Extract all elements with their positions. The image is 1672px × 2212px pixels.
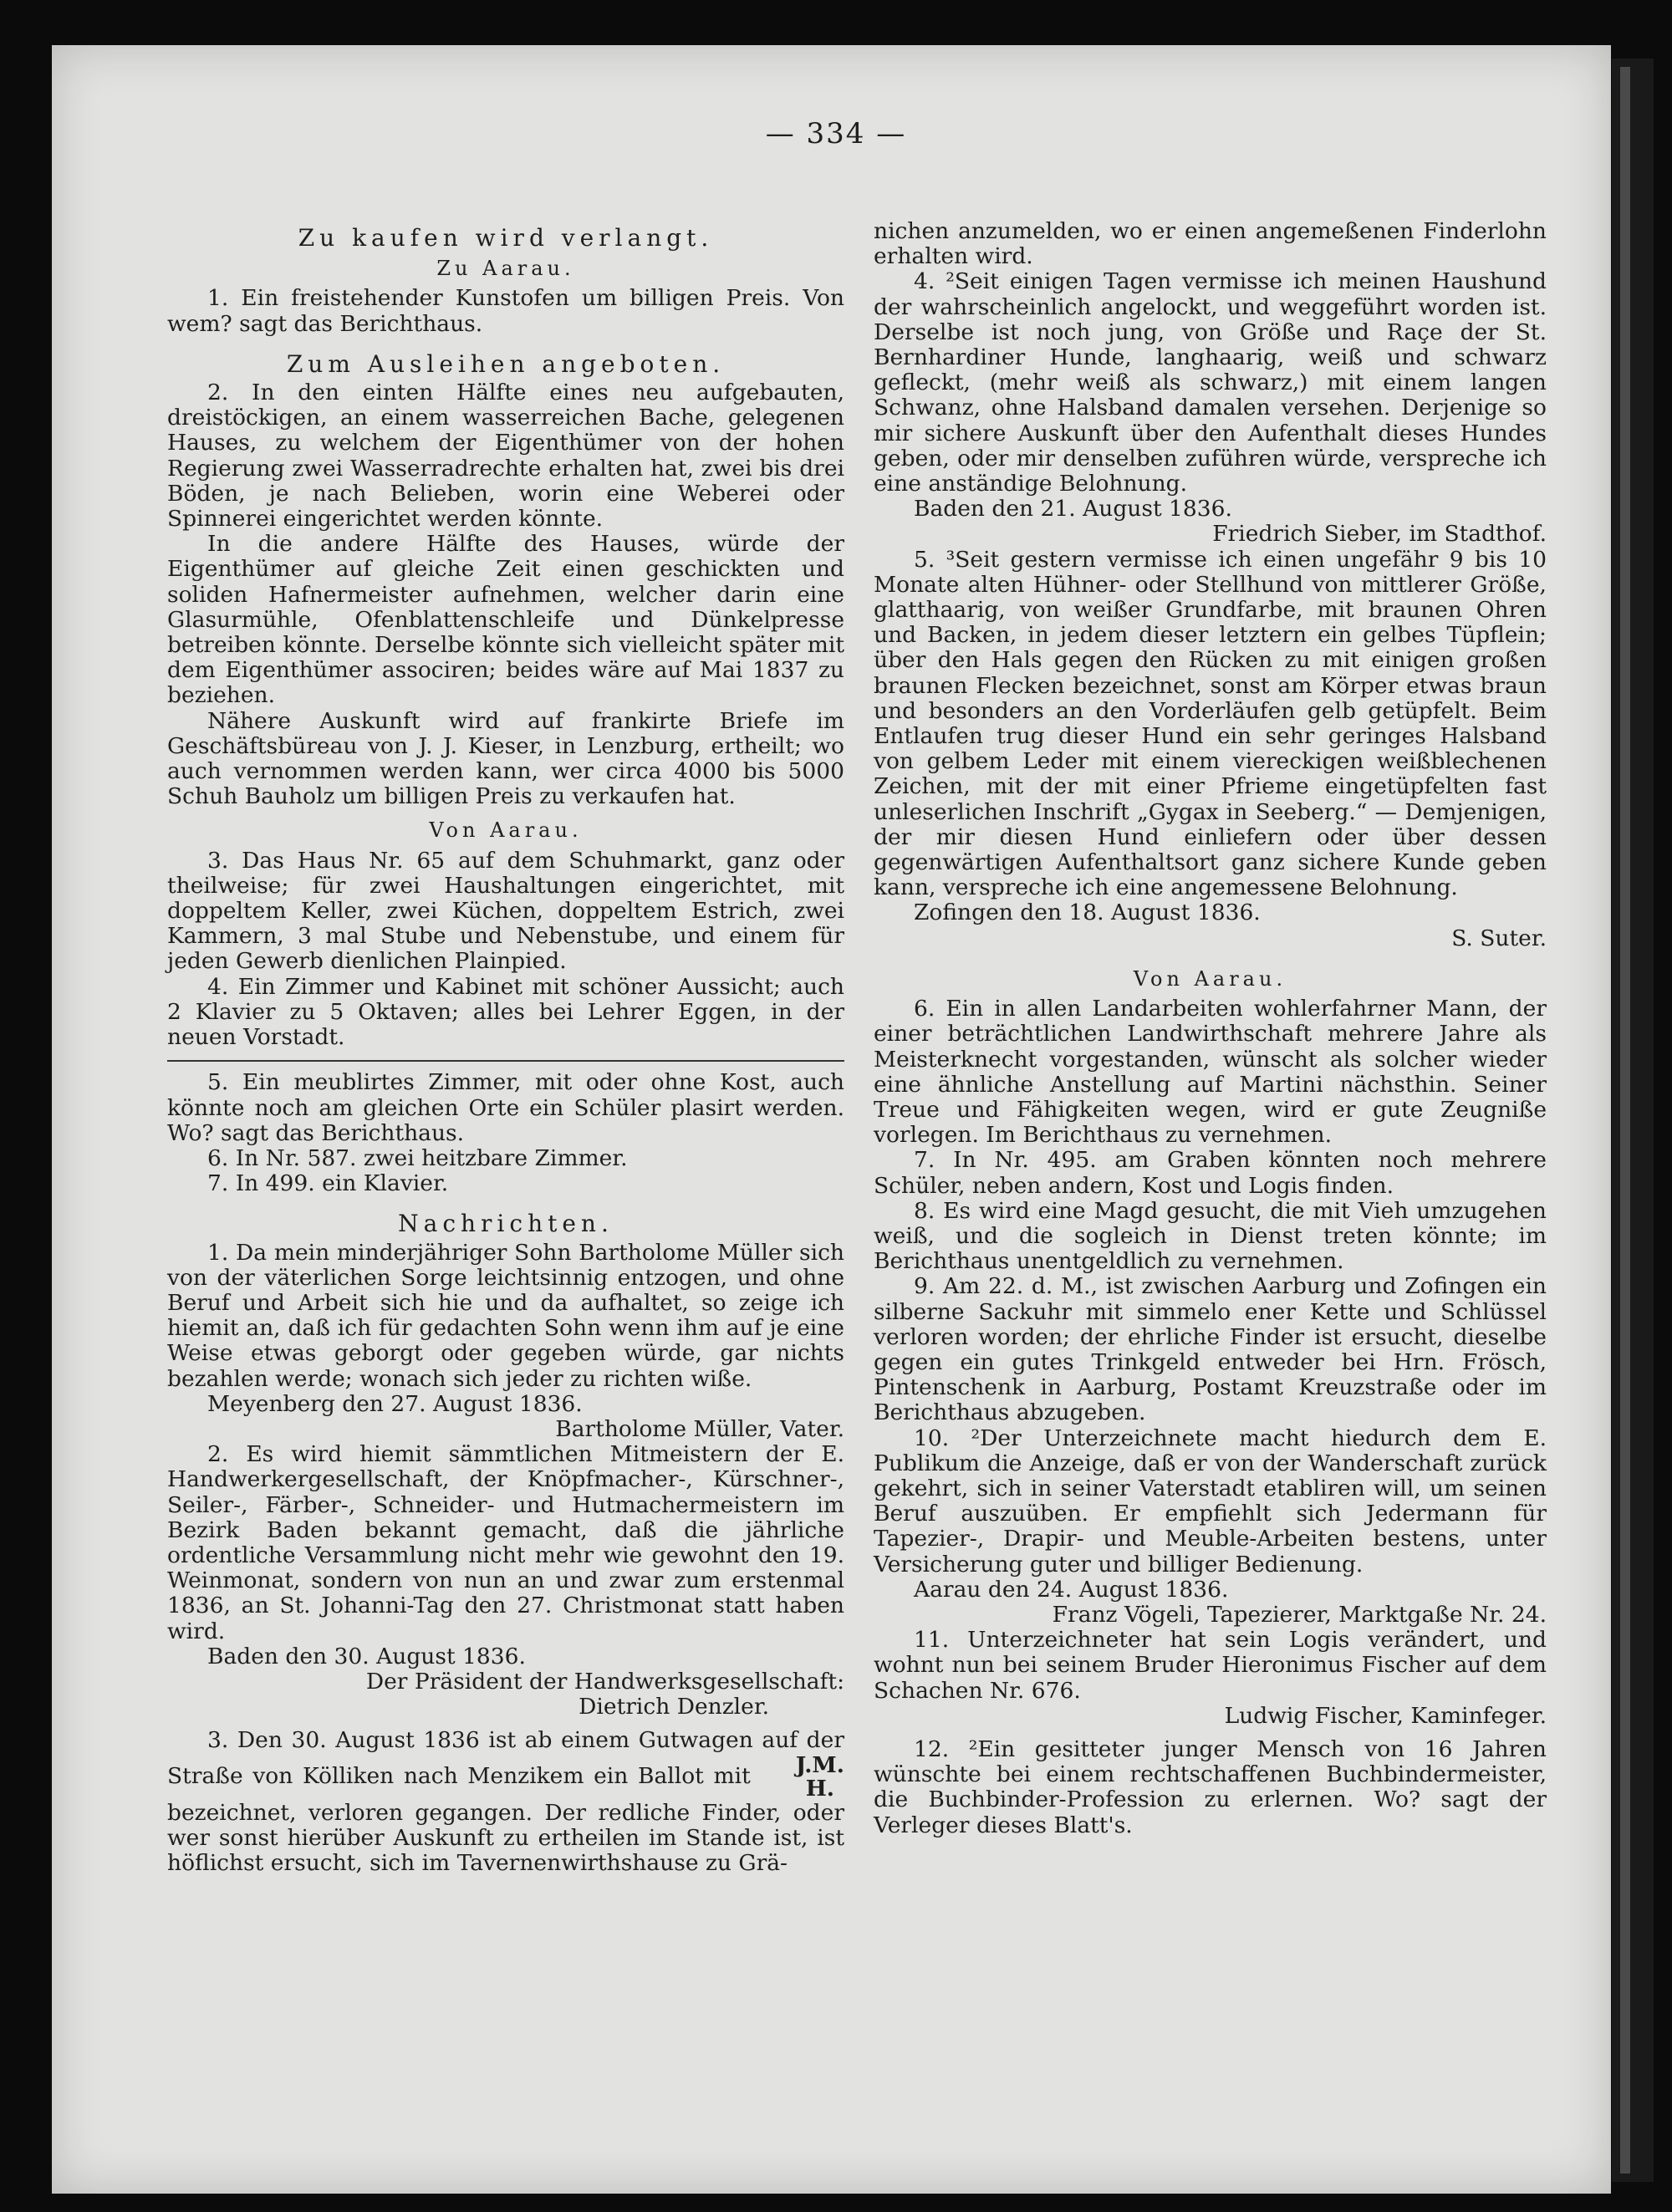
notice-6: 6. In Nr. 587. zwei heitzbare Zimmer.: [207, 1144, 628, 1171]
right-column: [874, 219, 1547, 1838]
bale-mark: [756, 1751, 844, 1802]
news-4: 4. ²Seit einigen Tagen vermisse ich meinen Haushund der wahrscheinlich angelockt, und weggeführt worden ist. Derselbe ist noch jung, von Größe und Raçe der St. Bernhardiner Hunde, langhaarig, weiß und schwarz gefleckt, (mehr weiß als schwarz,) mit einem langen Schwanz, ohne Halsband damalen versehen. Derjenige so mir sichere Auskunft über den Aufenthalt dieses Hundes geben, oder mir denselben zuführen würde, verspreche ich eine anständige Belohnung.: [874, 268, 1547, 497]
news-4-date: Baden den 21. August 1836.: [914, 496, 1232, 522]
news-6: 6. Ein in allen Landarbeiten wohlerfahrner Mann, der einer beträchtlichen Landwirthschaft mehrere Jahre als Meisterknecht vorgestanden, wünscht als solcher wieder eine ähnliche Anstellung auf Martini nächsthin. Seiner Treue und Fähigkeiten wegen, wird er gute Zeugniße vorlegen. Im Berichthaus zu vernehmen.: [874, 996, 1547, 1149]
notice-2-continued: In die andere Hälfte des Hauses, würde der Eigenthümer auf gleiche Zeit einen geschickten und soliden Hafnermeister aufnehmen, welcher darin eine Glasurmühle, Ofenblattenschleife und Dünkelpresse betreiben könnte. Derselbe könnte sich vielleicht später mit dem Eigenthümer associren; beides wäre auf Mai 1837 zu beziehen.: [167, 531, 844, 709]
news-3-end: nichen anzumelden, wo er einen angemeßenen Finderlohn erhalten wird.: [874, 218, 1547, 270]
subheading-zu-aarau: Zu Aarau.: [436, 257, 575, 281]
news-5: 5. ³Seit gestern vermisse ich einen ungefähr 9 bis 10 Monate alten Hühner- oder Stellhund von mittlerer Größe, glatthaarig, von weißer Grundfarbe, mit braunen Ohren und Backen, in jedem dieser letztern ein gelbes Tüpflein; über den Hals gegen den Rücken zu mit einigen großen braunen Flecken bezeichnet, sonst am Körper etwas braun und besonders an den Vorderläufen gelb getüpfelt. Beim Entlaufen trug dieser Hund ein sehr geringes Halsband von gelbem Leder mit einem viereckigen weißblechenen Zeichen, mit der mit einer Pfrieme eingetüpfelten fast unleserlichen Inschrift „Gygax in Seeberg.“ — Demjenigen, der mir diesen Hund einliefern oder über dessen gegenwärtigen Aufenthaltsort ganz sichere Kunde geben kann, verspreche ich eine angemessene Belohnung.: [874, 546, 1547, 901]
news-5-signature: S. Suter.: [1451, 925, 1547, 951]
page-edge-shadow: [1612, 59, 1654, 2182]
news-10-signature: Franz Vögeli, Tapezierer, Marktgaße Nr. 24.: [1052, 1601, 1547, 1628]
news-1-date: Meyenberg den 27. August 1836.: [207, 1390, 583, 1417]
news-2: 2. Es wird hiemit sämmtlichen Mitmeistern der E. Handwerkergesellschaft, der Knöpfmacher-, Kürschner-, Seiler-, Färber-, Schneider- und Hutmachermeistern im Bezirk Baden bekannt gemacht, daß die jährliche ordentliche Versammlung nicht mehr wie gewohnt den 19. Weinmonat, sondern von nun an und zwar zum erstenmal 1836, an St. Johanni-Tag den 27. Christmonat statt haben wird.: [167, 1441, 844, 1644]
news-5-date: Zofingen den 18. August 1836.: [914, 900, 1261, 926]
news-2-date: Baden den 30. August 1836.: [207, 1643, 526, 1669]
news-1-signature: Bartholome Müller, Vater.: [555, 1415, 844, 1442]
news-1: 1. Da mein minderjähriger Sohn Bartholome Müller sich von der väterlichen Sorge leichtsinnig entzogen, und ohne Beruf und Arbeit sich hie und da aufhaltet, so zeige ich hiemit an, daß ich für gedachten Sohn wenn ihm auf je eine Weise etwas geborgt oder gegeben würde, gar nichts bezahlen werde; wonach sich jeder zu richten wiße.: [167, 1239, 844, 1392]
notice-3: 3. Das Haus Nr. 65 auf dem Schuhmarkt, ganz oder theilweise; für zwei Haushaltungen eingerichtet, mit doppeltem Keller, zwei Küchen, doppeltem Estrich, zwei Kammern, 3 mal Stube und Nebenstube, und einem für jeden Gewerb dienlichen Plainpied.: [167, 847, 844, 975]
news-3-text: 3. Den 30. August 1836 ist ab einem Gutwagen auf der Straße von Kölliken nach Menzikem ein Ballot mit: [167, 1727, 844, 1789]
news-10: 10. ²Der Unterzeichnete macht hiedurch dem E. Publikum die Anzeige, daß er von der Wanderschaft zurück gekehrt, sich in seiner Vaterstadt etabliren will, um seinen Beruf auszuüben. Er empfiehlt sich Jedermann für Tapezier-, Drapir- und Meuble-Arbeiten bestens, unter Versicherung guter und billiger Bedienung.: [874, 1425, 1547, 1577]
news-9: 9. Am 22. d. M., ist zwischen Aarburg und Zofingen ein silberne Sackuhr mit simmelo ener Kette und Schlüssel verloren worden; der ehrliche Finder ist ersucht, dieselbe gegen ein gutes Trinkgeld entweder bei Hrn. Frösch, Pintenschenk in Aarburg, Postamt Kreuzstraße oder im Berichthaus abzugeben.: [874, 1273, 1547, 1426]
divider-rule: [167, 1060, 844, 1062]
bale-mark-line-1: J.M.: [795, 1751, 844, 1778]
notice-2-contact: Nähere Auskunft wird auf frankirte Briefe im Geschäftsbüreau von J. J. Kieser, in Lenzburg, ertheilt; wo auch vernommen werden kann, wer circa 4000 bis 5000 Schuh Bauholz um billigen Preis zu verkaufen hat.: [167, 707, 844, 810]
news-2-signature-name: Dietrich Denzler.: [579, 1694, 769, 1720]
notice-7: 7. In 499. ein Klavier.: [207, 1170, 449, 1197]
notice-2: 2. In den einten Hälfte eines neu aufgebauten, dreistöckigen, an einem wasserreichen Bache, gelegenen Hauses, zu welchem der Eigenthümer von der hohen Regierung zwei Wasserradrechte erhalten hat, zwei bis drei Böden, je nach Belieben, worin eine Weberei oder Spinnerei eingerichtet werden könnte.: [167, 380, 844, 533]
notice-5: 5. Ein meublirtes Zimmer, mit oder ohne Kost, auch könnte noch am gleichen Orte ein Schüler plasirt werden. Wo? sagt das Berichthaus.: [167, 1069, 844, 1146]
notice-1: 1. Ein freistehender Kunstofen um billigen Preis. Von wem? sagt das Berichthaus.: [167, 285, 844, 337]
section-heading-nachrichten: Nachrichten.: [398, 1210, 614, 1238]
news-10-date: Aarau den 24. August 1836.: [914, 1576, 1229, 1603]
subheading-von-aarau-2: Von Aarau.: [1133, 966, 1287, 991]
subheading-von-aarau: Von Aarau.: [429, 818, 583, 843]
page-number: — 334 —: [765, 117, 907, 150]
news-3-continued: bezeichnet, verloren gegangen. Der redliche Finder, oder wer sonst hierüber Auskunft zu ertheilen im Stande ist, ist höflichst ersucht, sich im Tavernenwirthshause zu Grä-: [167, 1799, 844, 1876]
section-heading-kaufen: Zu kaufen wird verlangt.: [298, 224, 714, 252]
news-7: 7. In Nr. 495. am Graben könnten noch mehrere Schüler, neben andern, Kost und Logis finden.: [874, 1147, 1547, 1199]
news-8: 8. Es wird eine Magd gesucht, die mit Vieh umzugehen weiß, und die sogleich in Dienst treten könnte; im Berichthaus unentgeldlich zu vernehmen.: [874, 1197, 1547, 1275]
news-11: 11. Unterzeichneter hat sein Logis verändert, und wohnt nun bei seinem Bruder Hieronimus Fischer auf dem Schachen Nr. 676.: [874, 1627, 1547, 1704]
bale-mark-line-2: H.: [805, 1775, 834, 1802]
news-3: [167, 1728, 844, 1876]
news-12: 12. ²Ein gesitteter junger Mensch von 16 Jahren wünschte bei einem rechtschaffenen Buchbindermeister, die Buchbinder-Profession zu erlernen. Wo? sagt der Verleger dieses Blatt's.: [874, 1735, 1547, 1838]
notice-4: 4. Ein Zimmer und Kabinet mit schöner Aussicht; auch 2 Klavier zu 5 Oktaven; alles bei Lehrer Eggen, in der neuen Vorstadt.: [167, 973, 844, 1051]
left-column: [167, 219, 844, 1876]
news-11-signature: Ludwig Fischer, Kaminfeger.: [1224, 1702, 1547, 1729]
section-heading-ausleihen: Zum Ausleihen angeboten.: [286, 349, 726, 378]
next-page-edge: [1620, 67, 1630, 2174]
news-4-signature: Friedrich Sieber, im Stadthof.: [1212, 521, 1547, 548]
news-2-signature-title: Der Präsident der Handwerksgesellschaft:: [365, 1668, 844, 1695]
